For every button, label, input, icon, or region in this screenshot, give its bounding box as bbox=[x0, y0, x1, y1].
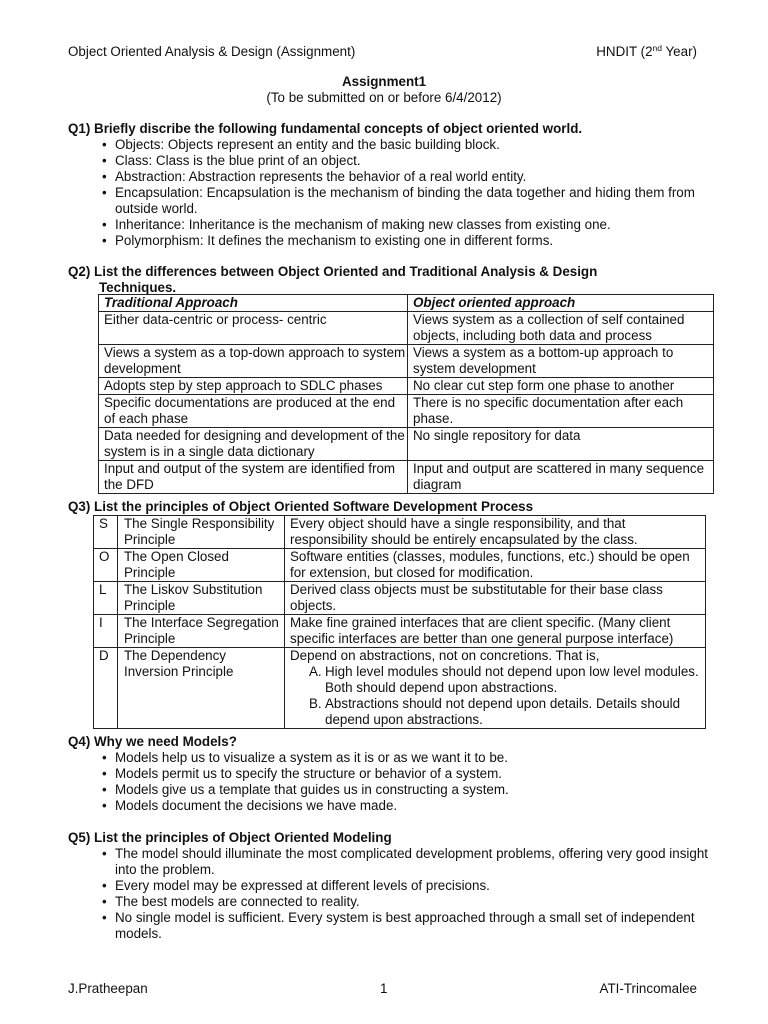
table-row bbox=[94, 516, 706, 549]
question-2 bbox=[68, 264, 718, 296]
table-cell: No single repository for data bbox=[408, 428, 714, 461]
assignment-title-block bbox=[0, 74, 768, 106]
principle-letter: S bbox=[94, 516, 118, 549]
list-item: • Models give us a template that guides us in constructing a system. bbox=[115, 782, 718, 798]
footer-institution: ATI-Trincomalee bbox=[599, 981, 697, 996]
table-cell: Adopts step by step approach to SDLC phases bbox=[99, 378, 408, 395]
principle-description: Depend on abstractions, not on concretions. That is, A. High level modules should not depend upon low level modules. Both should depend upon abstractions. B. Abstractions should not depend upon details. Details should depend upon abstractions. bbox=[285, 648, 706, 729]
table-row bbox=[94, 549, 706, 582]
table-row bbox=[99, 461, 714, 494]
table-row bbox=[99, 345, 714, 378]
principle-letter: D bbox=[94, 648, 118, 729]
principle-name: The Interface Segregation Principle bbox=[118, 615, 285, 648]
assignment-title: Assignment1 bbox=[341, 74, 427, 89]
list-item: • Abstraction: Abstraction represents the behavior of a real world entity. bbox=[115, 169, 718, 185]
question-5-heading: Q5) List the principles of Object Oriented Modeling bbox=[68, 830, 392, 845]
question-5-list bbox=[68, 846, 718, 942]
question-3 bbox=[68, 499, 718, 515]
table-row bbox=[94, 648, 706, 729]
principle-name: The Dependency Inversion Principle bbox=[118, 648, 285, 729]
list-item: • The model should illuminate the most complicated development problems, offering very good insight into the problem. bbox=[115, 846, 718, 878]
table-row bbox=[99, 312, 714, 345]
table-row bbox=[99, 378, 714, 395]
table-cell: No clear cut step form one phase to another bbox=[408, 378, 714, 395]
submission-date: (To be submitted on or before 6/4/2012) bbox=[266, 90, 502, 105]
list-item: • Objects: Objects represent an entity and the basic building block. bbox=[115, 137, 718, 153]
list-item: B. Abstractions should not depend upon details. Details should depend upon abstractions. bbox=[309, 696, 681, 727]
principle-description: Make fine grained interfaces that are client specific. (Many client specific interfaces are better than one general purpose interface) bbox=[285, 615, 706, 648]
principle-description: Every object should have a single responsibility, and that responsibility should be entirely encapsulated by the class. bbox=[285, 516, 706, 549]
list-item: • Every model may be expressed at different levels of precisions. bbox=[115, 878, 718, 894]
list-item: • Polymorphism: It defines the mechanism to existing one in different forms. bbox=[115, 233, 718, 249]
question-3-heading: Q3) List the principles of Object Oriented Software Development Process bbox=[68, 499, 534, 514]
question-2-heading: Q2) List the differences between Object Oriented and Traditional Analysis & Design Techniques. bbox=[68, 264, 598, 295]
header-program: HNDIT (2nd Year) bbox=[596, 43, 697, 59]
list-item: • No single model is sufficient. Every system is best approached through a small set of independent models. bbox=[115, 910, 718, 942]
list-item: • Models help us to visualize a system as it is or as we want it to be. bbox=[115, 750, 718, 766]
page-number: 1 bbox=[380, 981, 388, 996]
table-cell: Views a system as a bottom-up approach to system development bbox=[408, 345, 714, 378]
question-1-heading: Q1) Briefly discribe the following fundamental concepts of object oriented world. bbox=[68, 121, 583, 136]
table-cell: Views a system as a top-down approach to system development bbox=[99, 345, 408, 378]
column-header: Object oriented approach bbox=[408, 295, 714, 312]
dependency-inversion-sublist bbox=[290, 664, 705, 728]
table-row bbox=[99, 428, 714, 461]
table-cell: Either data-centric or process- centric bbox=[99, 312, 408, 345]
list-item: • The best models are connected to reality. bbox=[115, 894, 718, 910]
principle-letter: L bbox=[94, 582, 118, 615]
table-header-row bbox=[99, 295, 714, 312]
table-row bbox=[94, 582, 706, 615]
differences-table bbox=[98, 294, 714, 494]
footer-author: J.Pratheepan bbox=[68, 981, 148, 996]
list-item: A. High level modules should not depend upon low level modules. Both should depend upon abstractions. bbox=[309, 664, 699, 695]
question-4 bbox=[68, 734, 718, 814]
question-1 bbox=[68, 121, 718, 249]
list-item: • Inheritance: Inheritance is the mechanism of making new classes from existing one. bbox=[115, 217, 718, 233]
table-row bbox=[94, 615, 706, 648]
table-cell: Input and output of the system are identified from the DFD bbox=[99, 461, 408, 494]
principle-description: Derived class objects must be substitutable for their base class objects. bbox=[285, 582, 706, 615]
list-item: • Models permit us to specify the structure or behavior of a system. bbox=[115, 766, 718, 782]
principle-name: The Single Responsibility Principle bbox=[118, 516, 285, 549]
list-item: • Models document the decisions we have made. bbox=[115, 798, 718, 814]
principle-name: The Open Closed Principle bbox=[118, 549, 285, 582]
table-cell: Input and output are scattered in many sequence diagram bbox=[408, 461, 714, 494]
principle-name: The Liskov Substitution Principle bbox=[118, 582, 285, 615]
page-header bbox=[68, 44, 697, 62]
list-item: • Class: Class is the blue print of an object. bbox=[115, 153, 718, 169]
table-cell: There is no specific documentation after each phase. bbox=[408, 395, 714, 428]
principle-letter: O bbox=[94, 549, 118, 582]
question-5 bbox=[68, 830, 718, 942]
question-4-heading: Q4) Why we need Models? bbox=[68, 734, 237, 749]
solid-principles-table bbox=[93, 515, 706, 729]
principle-letter: I bbox=[94, 615, 118, 648]
question-1-list bbox=[68, 137, 718, 249]
header-course-title: Object Oriented Analysis & Design (Assignment) bbox=[68, 44, 356, 59]
table-cell: Specific documentations are produced at the end of each phase bbox=[99, 395, 408, 428]
table-cell: Data needed for designing and development of the system is in a single data dictionary bbox=[99, 428, 408, 461]
list-item: • Encapsulation: Encapsulation is the mechanism of binding the data together and hiding them from outside world. bbox=[115, 185, 718, 217]
page-footer bbox=[68, 981, 697, 999]
table-row bbox=[99, 395, 714, 428]
question-4-list bbox=[68, 750, 718, 814]
principle-description: Software entities (classes, modules, functions, etc.) should be open for extension, but closed for modification. bbox=[285, 549, 706, 582]
table-cell: Views system as a collection of self contained objects, including both data and process bbox=[408, 312, 714, 345]
column-header: Traditional Approach bbox=[99, 295, 408, 312]
